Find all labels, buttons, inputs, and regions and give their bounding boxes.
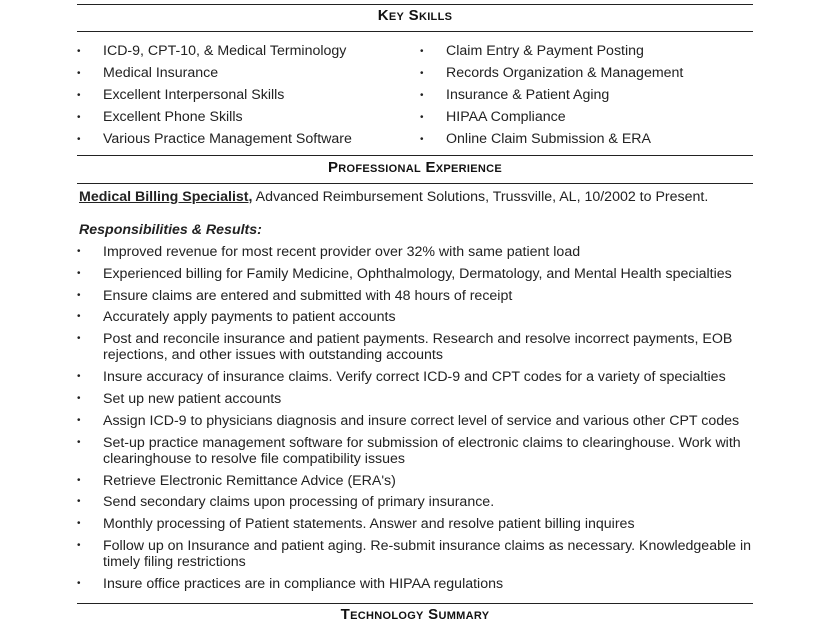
skills-list-right	[420, 42, 683, 152]
section-divider	[77, 155, 753, 156]
responsibilities-list	[77, 244, 753, 598]
list-item: • Accurately apply payments to patient accounts	[77, 309, 753, 325]
list-item: • Set up new patient accounts	[77, 391, 753, 407]
technology-heading: Technology Summary	[340, 606, 490, 623]
skill-item: • ICD-9, CPT-10, & Medical Terminology	[77, 42, 352, 64]
skill-item: • Medical Insurance	[77, 64, 352, 86]
job-title: Medical Billing Specialist,	[79, 189, 253, 205]
skill-item: • Various Practice Management Software	[77, 130, 352, 152]
skill-item: • Claim Entry & Payment Posting	[420, 42, 683, 64]
list-item: • Set-up practice management software for submission of electronic claims to clearinghouse. Work with clearinghouse to resolve file compatibility issues	[77, 435, 753, 467]
section-divider	[77, 603, 753, 604]
skill-item: • Excellent Phone Skills	[77, 108, 352, 130]
list-item: • Retrieve Electronic Remittance Advice (ERA's)	[77, 473, 753, 489]
list-item: • Experienced billing for Family Medicine, Ophthalmology, Dermatology, and Mental Health specialties	[77, 266, 753, 282]
list-item: • Assign ICD-9 to physicians diagnosis and insure correct level of service and various other CPT codes	[77, 413, 753, 429]
section-divider	[77, 4, 753, 5]
list-item: • Follow up on Insurance and patient aging. Re-submit insurance claims as necessary. Knowledgeable in timely filing restrictions	[77, 538, 753, 570]
list-item: • Insure accuracy of insurance claims. Verify correct ICD-9 and CPT codes for a variety of specialties	[77, 369, 753, 385]
list-item: • Insure office practices are in compliance with HIPAA regulations	[77, 576, 753, 592]
experience-heading: Professional Experience	[327, 159, 503, 176]
list-item: • Monthly processing of Patient statements. Answer and resolve patient billing inquires	[77, 516, 753, 532]
skill-item: • Records Organization & Management	[420, 64, 683, 86]
list-item: • Improved revenue for most recent provider over 32% with same patient load	[77, 244, 753, 260]
skills-list-left	[77, 42, 352, 152]
skill-item: • Insurance & Patient Aging	[420, 86, 683, 108]
list-item: • Send secondary claims upon processing of primary insurance.	[77, 494, 753, 510]
key-skills-heading: Key Skills	[377, 7, 453, 24]
list-item: • Post and reconcile insurance and patient payments. Research and resolve incorrect payments, EOB rejections, and other issues with outstanding accounts	[77, 331, 753, 363]
skill-item: • HIPAA Compliance	[420, 108, 683, 130]
responsibilities-heading: Responsibilities & Results:	[79, 222, 262, 238]
job-line	[79, 189, 708, 205]
skill-item: • Excellent Interpersonal Skills	[77, 86, 352, 108]
section-divider	[77, 183, 753, 184]
skill-item: • Online Claim Submission & ERA	[420, 130, 683, 152]
job-details: Advanced Reimbursement Solutions, Trussville, AL, 10/2002 to Present.	[255, 189, 709, 205]
list-item: • Ensure claims are entered and submitted with 48 hours of receipt	[77, 288, 753, 304]
section-divider	[77, 31, 753, 32]
